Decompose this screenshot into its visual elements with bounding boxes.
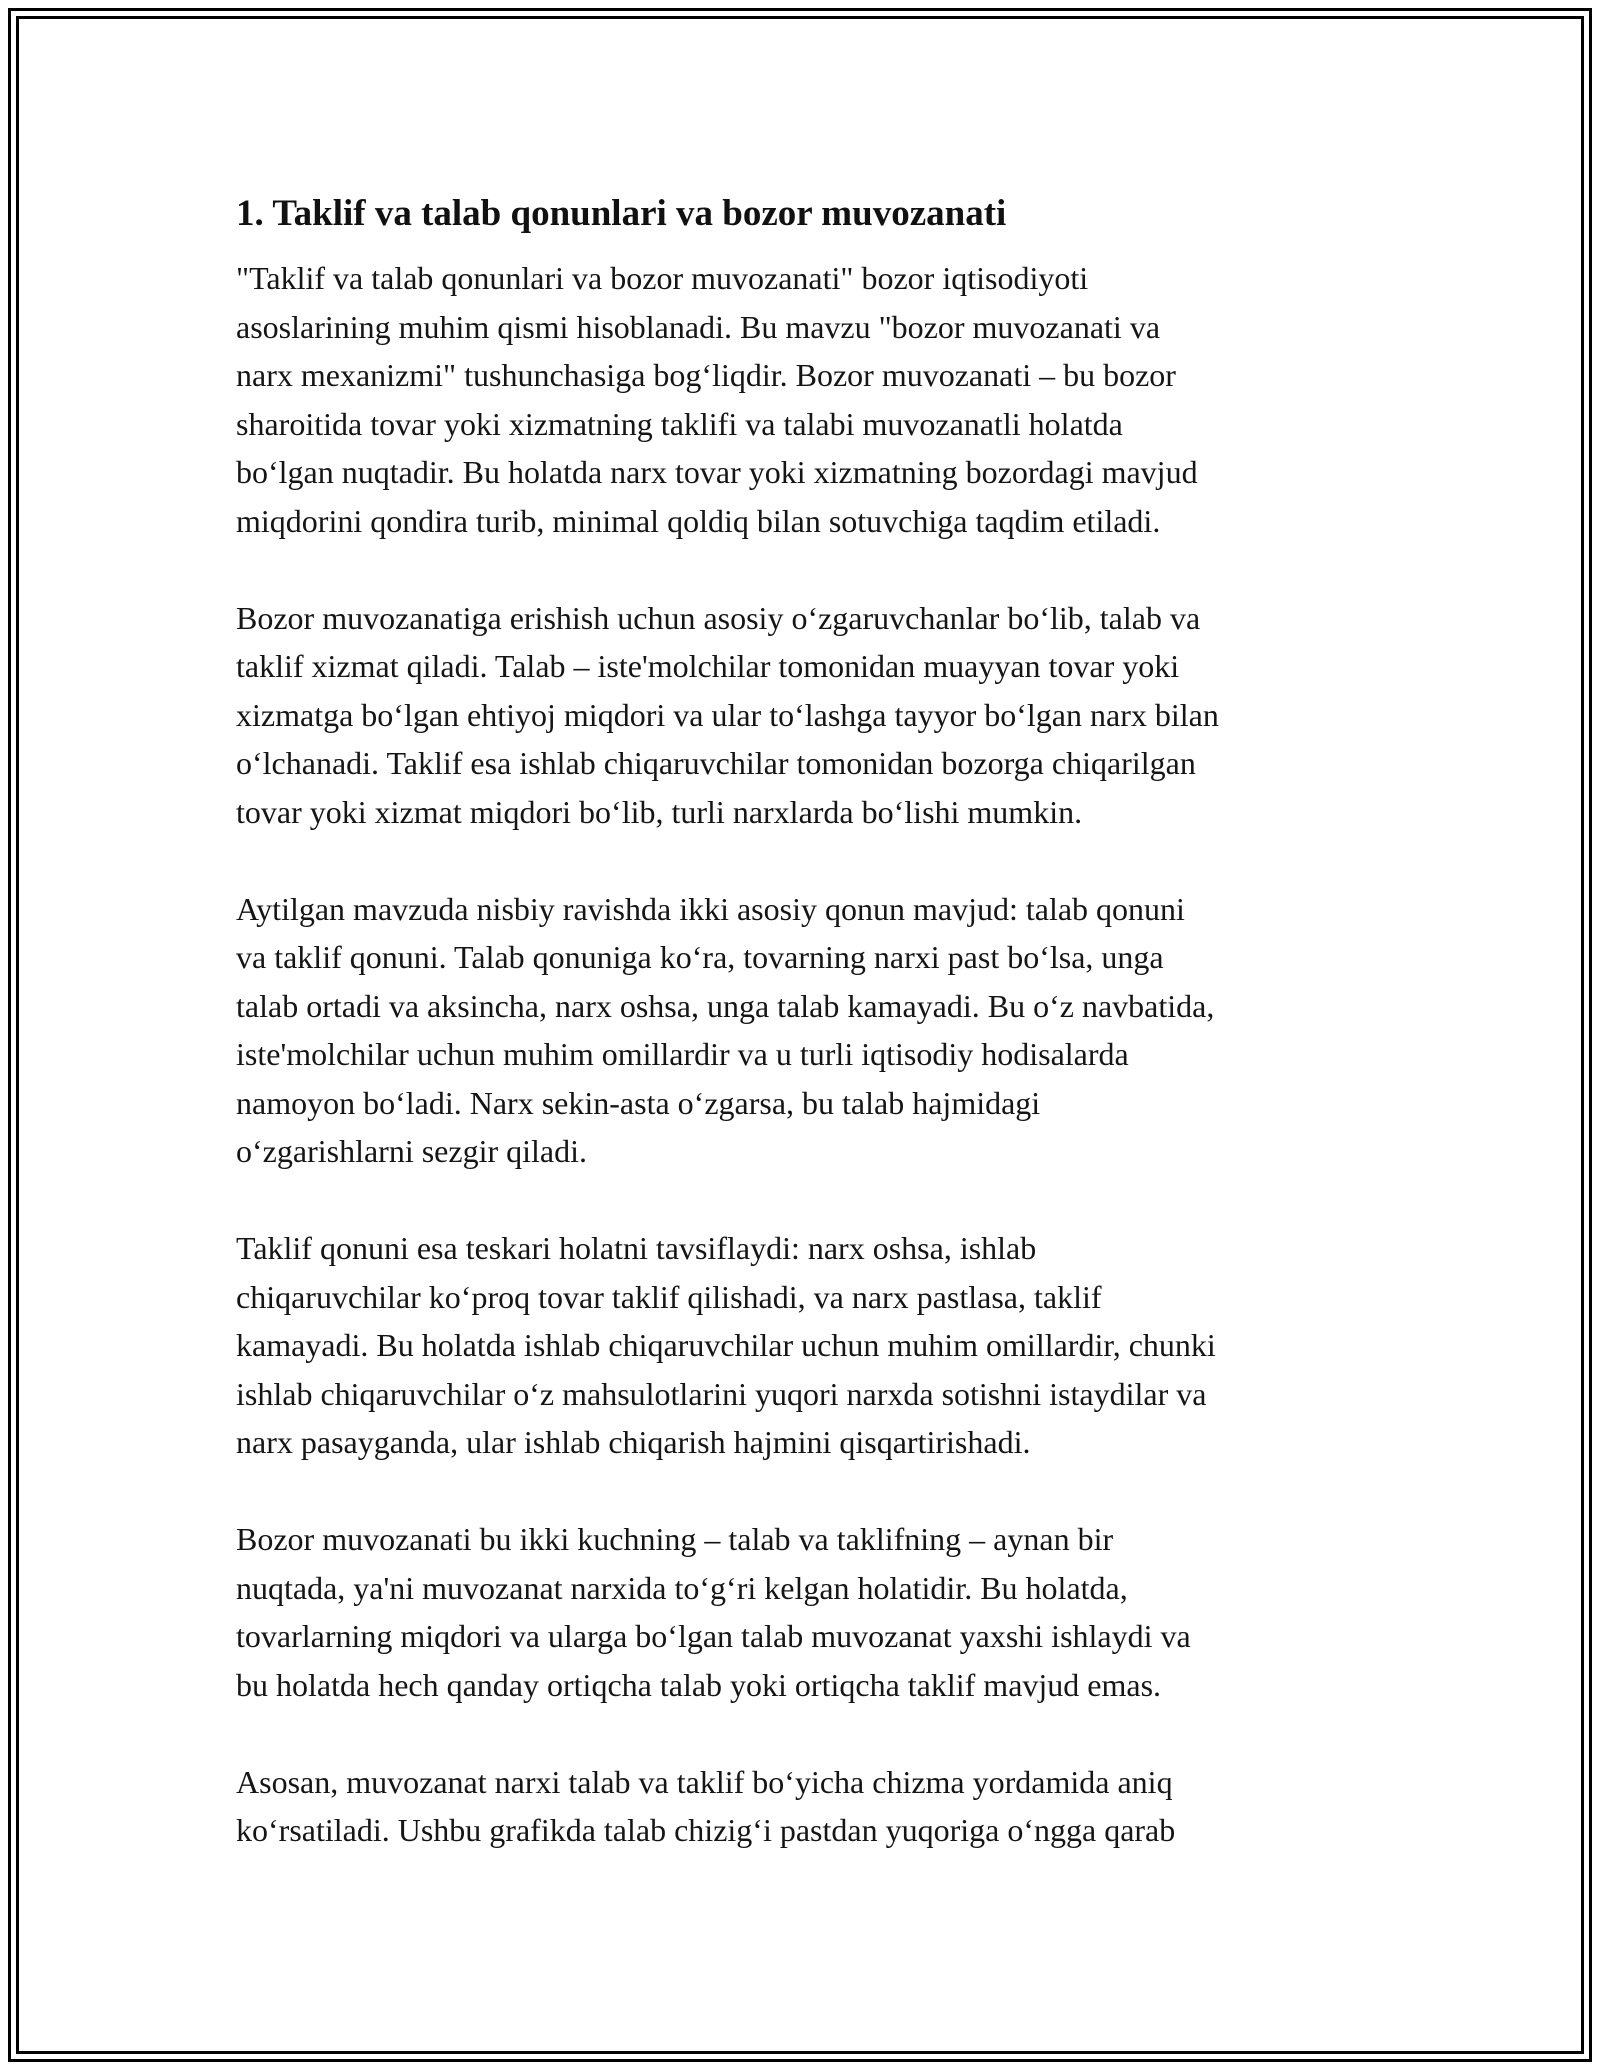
paragraph-6: Asosan, muvozanat narxi talab va taklif bo‘yicha chizma yordamida aniq ko‘rsatiladi. Ushbu grafikda talab chizig‘i pastdan yuqoriga o‘ngga qarab <box>236 1763 1176 1848</box>
section-heading: 1. Taklif va talab qonunlari va bozor muvozanati <box>236 193 1007 234</box>
paragraph-3: Aytilgan mavzuda nisbiy ravishda ikki asosiy qonun mavjud: talab qonuni va taklif qonuni. Talab qonuniga ko‘ra, tovarning narxi past bo‘lsa, unga talab ortadi va aksincha, narx oshsa, unga talab kamayadi. Bu o‘z navbatida, iste'molchilar uchun muhim omillardir va u turli iqtisodiy hodisalarda namoyon bo‘ladi. Narx sekin-asta o‘zgarsa, bu talab hajmidagi o‘zgarishlarni sezgir qiladi. <box>236 890 1215 1169</box>
paragraph-4: Taklif qonuni esa teskari holatni tavsiflaydi: narx oshsa, ishlab chiqaruvchilar ko‘proq tovar taklif qilishadi, va narx pastlasa, taklif kamayadi. Bu holatda ishlab chiqaruvchilar uchun muhim omillardir, chunki ishlab chiqaruvchilar o‘z mahsulotlarini yuqori narxda sotishni istaydilar va narx pasayganda, ular ishlab chiqarish hajmini qisqartirishadi. <box>236 1230 1216 1460</box>
paragraph-5: Bozor muvozanati bu ikki kuchning – talab va taklifning – aynan bir nuqtada, ya'ni muvozanat narxida to‘g‘ri kelgan holatidir. Bu holatda, tovarlarning miqdori va ularga bo‘lgan talab muvozanat yaxshi ishlaydi va bu holatda hech qanday ortiqcha talab yoki ortiqcha taklif mavjud emas. <box>236 1521 1191 1703</box>
paragraph-1: "Taklif va talab qonunlari va bozor muvozanati" bozor iqtisodiyoti asoslarining muhim qismi hisoblanadi. Bu mavzu "bozor muvozanati va narx mexanizmi" tushunchasiga bog‘liqdir. Bozor muvozanati – bu bozor sharoitida tovar yoki xizmatning taklifi va talabi muvozanatli holatda bo‘lgan nuqtadir. Bu holatda narx tovar yoki xizmatning bozordagi mavjud miqdorini qondira turib, minimal qoldiq bilan sotuvchiga taqdim etiladi. <box>236 260 1198 539</box>
document-body <box>236 186 1366 1903</box>
paragraph-2: Bozor muvozanatiga erishish uchun asosiy o‘zgaruvchanlar bo‘lib, talab va taklif xizmat qiladi. Talab – iste'molchilar tomonidan muayyan tovar yoki xizmatga bo‘lgan ehtiyoj miqdori va ular to‘lashga tayyor bo‘lgan narx bilan o‘lchanadi. Taklif esa ishlab chiqaruvchilar tomonidan bozorga chiqarilgan tovar yoki xizmat miqdori bo‘lib, turli narxlarda bo‘lishi mumkin. <box>236 599 1219 830</box>
